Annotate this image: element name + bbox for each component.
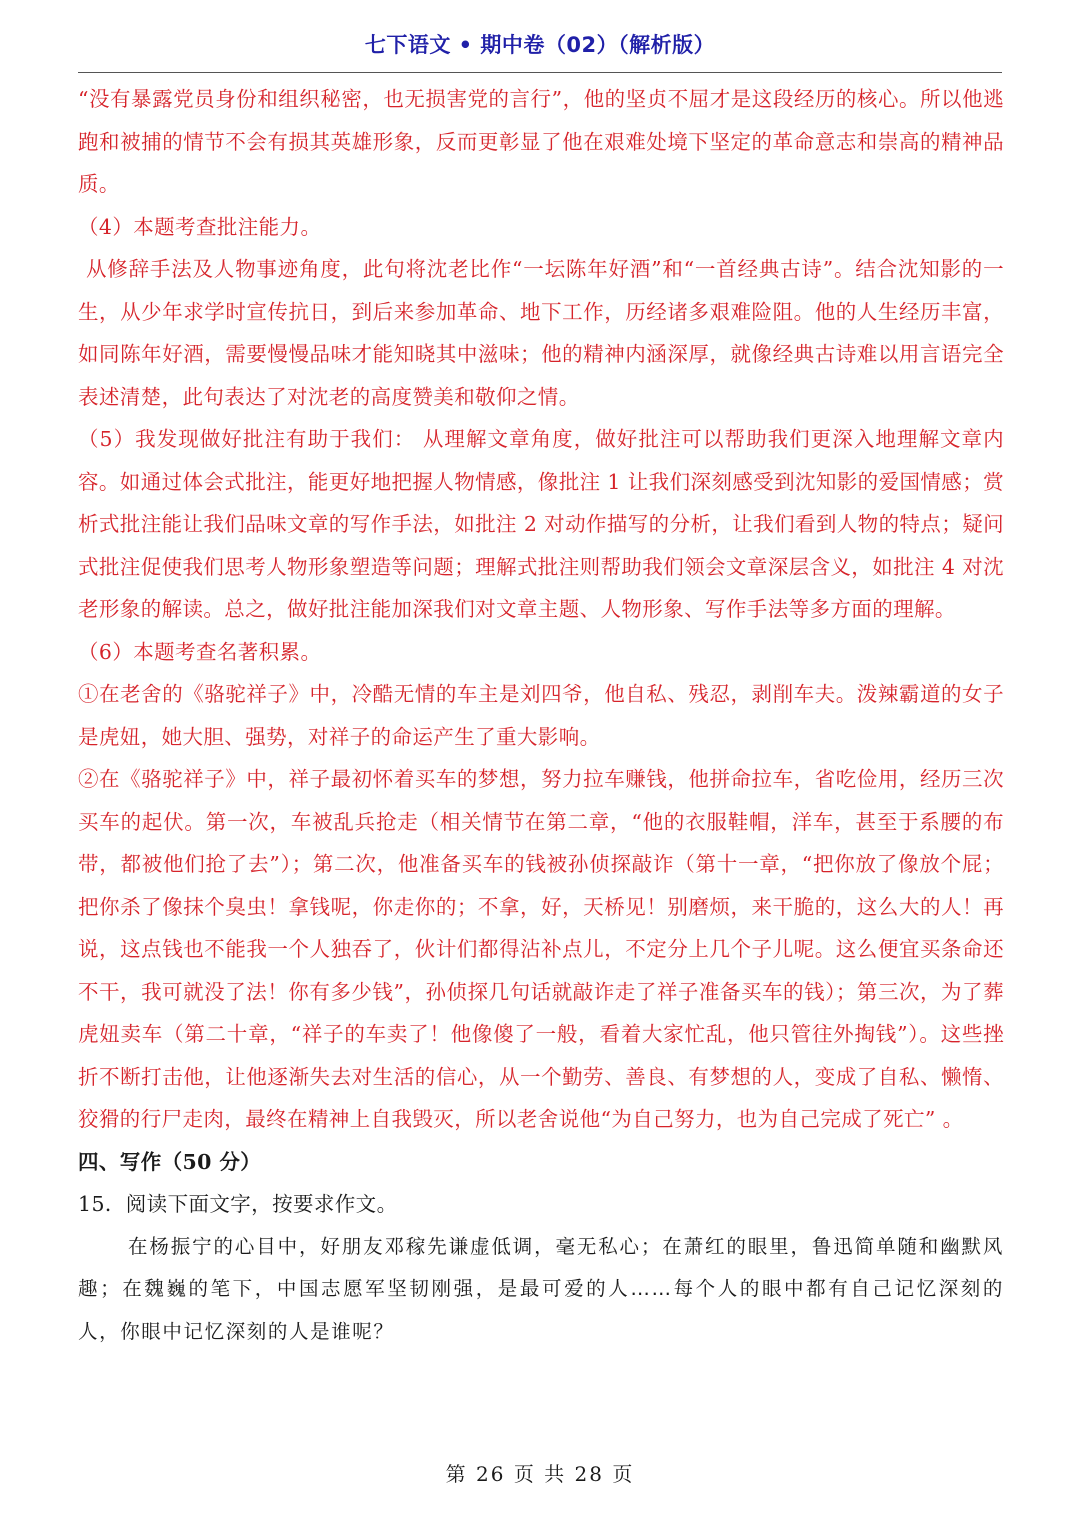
answer-heading-4: （4）本题考查批注能力。 bbox=[78, 214, 322, 239]
question-text: 15．阅读下面文字，按要求作文。 bbox=[78, 1192, 398, 1216]
answer-paragraph: 从修辞手法及人物事迹角度，此句将沈老比作“一坛陈年好酒”和“一首经典古诗”。结合沈知影的一生，从少年求学时宣传抗日，到后来参加革命、地下工作，历经诸多艰难险阻。他的人生经历丰富，如同陈年好酒，需要慢慢品味才能知晓其中滋味；他的精神内涵深厚，就像经典古诗难以用言语完全表述清楚，此句表达了对沈老的高度赞美和敬仰之情。 bbox=[78, 257, 1004, 409]
answer-paragraph: ②在《骆驼祥子》中，祥子最初怀着买车的梦想，努力拉车赚钱，他拼命拉车，省吃俭用，经历三次买车的起伏。第一次，车被乱兵抢走（相关情节在第二章，“他的衣服鞋帽，洋车，甚至于系腰的布带，都被他们抢了去”）；第二次，他准备买车的钱被孙侦探敲诈（第十一章，“把你放了像放个屁；把你杀了像抹个臭虫！拿钱呢，你走你的；不拿，好，天桥见！别磨烦，来干脆的，这么大的人！再说，这点钱也不能我一个人独吞了，伙计们都得沾补点儿，不定分上几个子儿呢。这么便宜买条命还不干，我可就没了法！你有多少钱”，孙侦探几句话就敲诈走了祥子准备买车的钱）；第三次，为了葬虎妞卖车（第二十章，“祥子的车卖了！他像傻了一般，看着大家忙乱，他只管往外掏钱”）。这些挫折不断打击他，让他逐渐失去对生活的信心，从一个勤劳、善良、有梦想的人，变成了自私、懒惰、狡猾的行尸走肉，最终在精神上自我毁灭，所以老舍说他“为自己努力，也为自己完成了死亡” 。 bbox=[78, 767, 1004, 1131]
page-content bbox=[78, 78, 1004, 1353]
answer-paragraph: “没有暴露党员身份和组织秘密，也无损害党的言行”，他的坚贞不屈才是这段经历的核心。所以他逃跑和被捕的情节不会有损其英雄形象，反而更彰显了他在艰难处境下坚定的革命意志和崇高的精神品质。 bbox=[78, 87, 1004, 196]
answer-heading-6: （6）本题考查名著积累。 bbox=[78, 639, 322, 664]
page-number: 第 26 页 共 28 页 bbox=[445, 1462, 635, 1486]
section-title: 四、写作（50 分） bbox=[78, 1149, 262, 1174]
answer-paragraph: （5）我发现做好批注有助于我们： 从理解文章角度，做好批注可以帮助我们更深入地理解文章内容。如通过体会式批注，能更好地把握人物情感，像批注 1 让我们深刻感受到沈知影的爱国情感；赏析式批注能让我们品味文章的写作手法，如批注 2 对动作描写的分析，让我们看到人物的特点；疑问式批注促使我们思考人物形象塑造等问题；理解式批注则帮助我们领会文章深层含义，如批注 4 对沈老形象的解读。总之，做好批注能加深我们对文章主题、人物形象、写作手法等多方面的理解。 bbox=[78, 427, 1004, 621]
writing-prompt: 在杨振宁的心目中，好朋友邓稼先谦虚低调，毫无私心；在萧红的眼里，鲁迅简单随和幽默风趣；在魏巍的笔下，中国志愿军坚韧刚强，是最可爱的人……每个人的眼中都有自己记忆深刻的人，你眼中记忆深刻的人是谁呢？ bbox=[78, 1234, 1004, 1343]
document-title: 七下语文 • 期中卷（02）（解析版） bbox=[364, 33, 716, 57]
page-header bbox=[78, 28, 1002, 73]
answer-paragraph: ①在老舍的《骆驼祥子》中，冷酷无情的车主是刘四爷，他自私、残忍，剥削车夫。泼辣霸道的女子是虎妞，她大胆、强势，对祥子的命运产生了重大影响。 bbox=[78, 682, 1004, 749]
